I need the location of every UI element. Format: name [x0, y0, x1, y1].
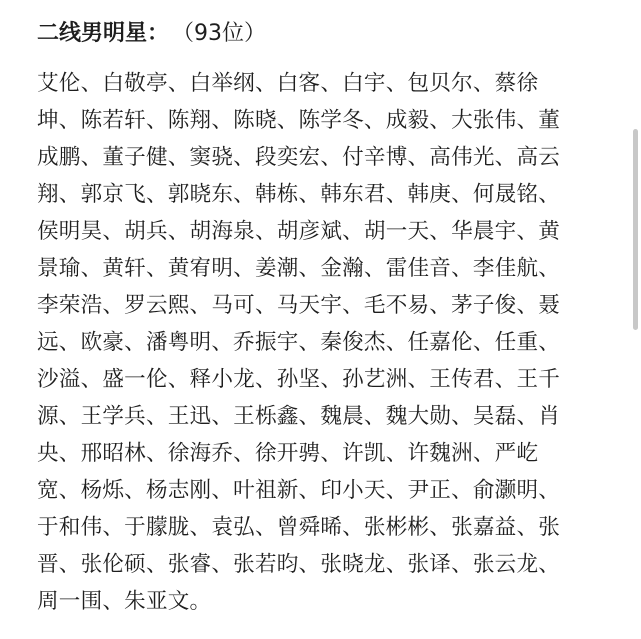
name-line: 翔、郭京飞、郭晓东、韩栋、韩东君、韩庚、何晟铭、 [37, 182, 561, 207]
section-heading [37, 19, 625, 49]
name-line: 成鹏、董子健、窦骁、段奕宏、付辛博、高伟光、高云 [37, 145, 561, 170]
name-line: 李荣浩、罗云熙、马可、马天宇、毛不易、茅子俊、聂 [37, 293, 561, 318]
name-line: 远、欧豪、潘粤明、乔振宇、秦俊杰、任嘉伦、任重、 [37, 330, 561, 355]
name-line: 晋、张伦硕、张睿、张若昀、张晓龙、张译、张云龙、 [37, 552, 561, 577]
name-line: 艾伦、白敬亭、白举纲、白客、白宇、包贝尔、蔡徐 [37, 71, 539, 96]
name-line: 沙溢、盛一伦、释小龙、孙坚、孙艺洲、王传君、王千 [37, 367, 561, 392]
heading-count: （93位） [183, 21, 267, 46]
name-line: 宽、杨烁、杨志刚、叶祖新、印小天、尹正、俞灏明、 [37, 478, 561, 503]
name-line: 景瑜、黄轩、黄宥明、姜潮、金瀚、雷佳音、李佳航、 [37, 256, 561, 281]
name-list [37, 65, 625, 620]
name-line: 侯明昊、胡兵、胡海泉、胡彦斌、胡一天、华晨宇、黄 [37, 219, 561, 244]
name-line: 坤、陈若轩、陈翔、陈晓、陈学冬、成毅、大张伟、董 [37, 108, 561, 133]
vertical-scrollbar[interactable] [633, 129, 638, 330]
heading-title: 二线男明星： [37, 21, 170, 46]
name-line: 源、王学兵、王迅、王栎鑫、魏晨、魏大勋、吴磊、肖 [37, 404, 561, 429]
name-line: 央、邢昭林、徐海乔、徐开骋、许凯、许魏洲、严屹 [37, 441, 539, 466]
name-line: 于和伟、于朦胧、袁弘、曾舜晞、张彬彬、张嘉益、张 [37, 515, 561, 540]
name-line: 周一围、朱亚文。 [37, 589, 212, 614]
